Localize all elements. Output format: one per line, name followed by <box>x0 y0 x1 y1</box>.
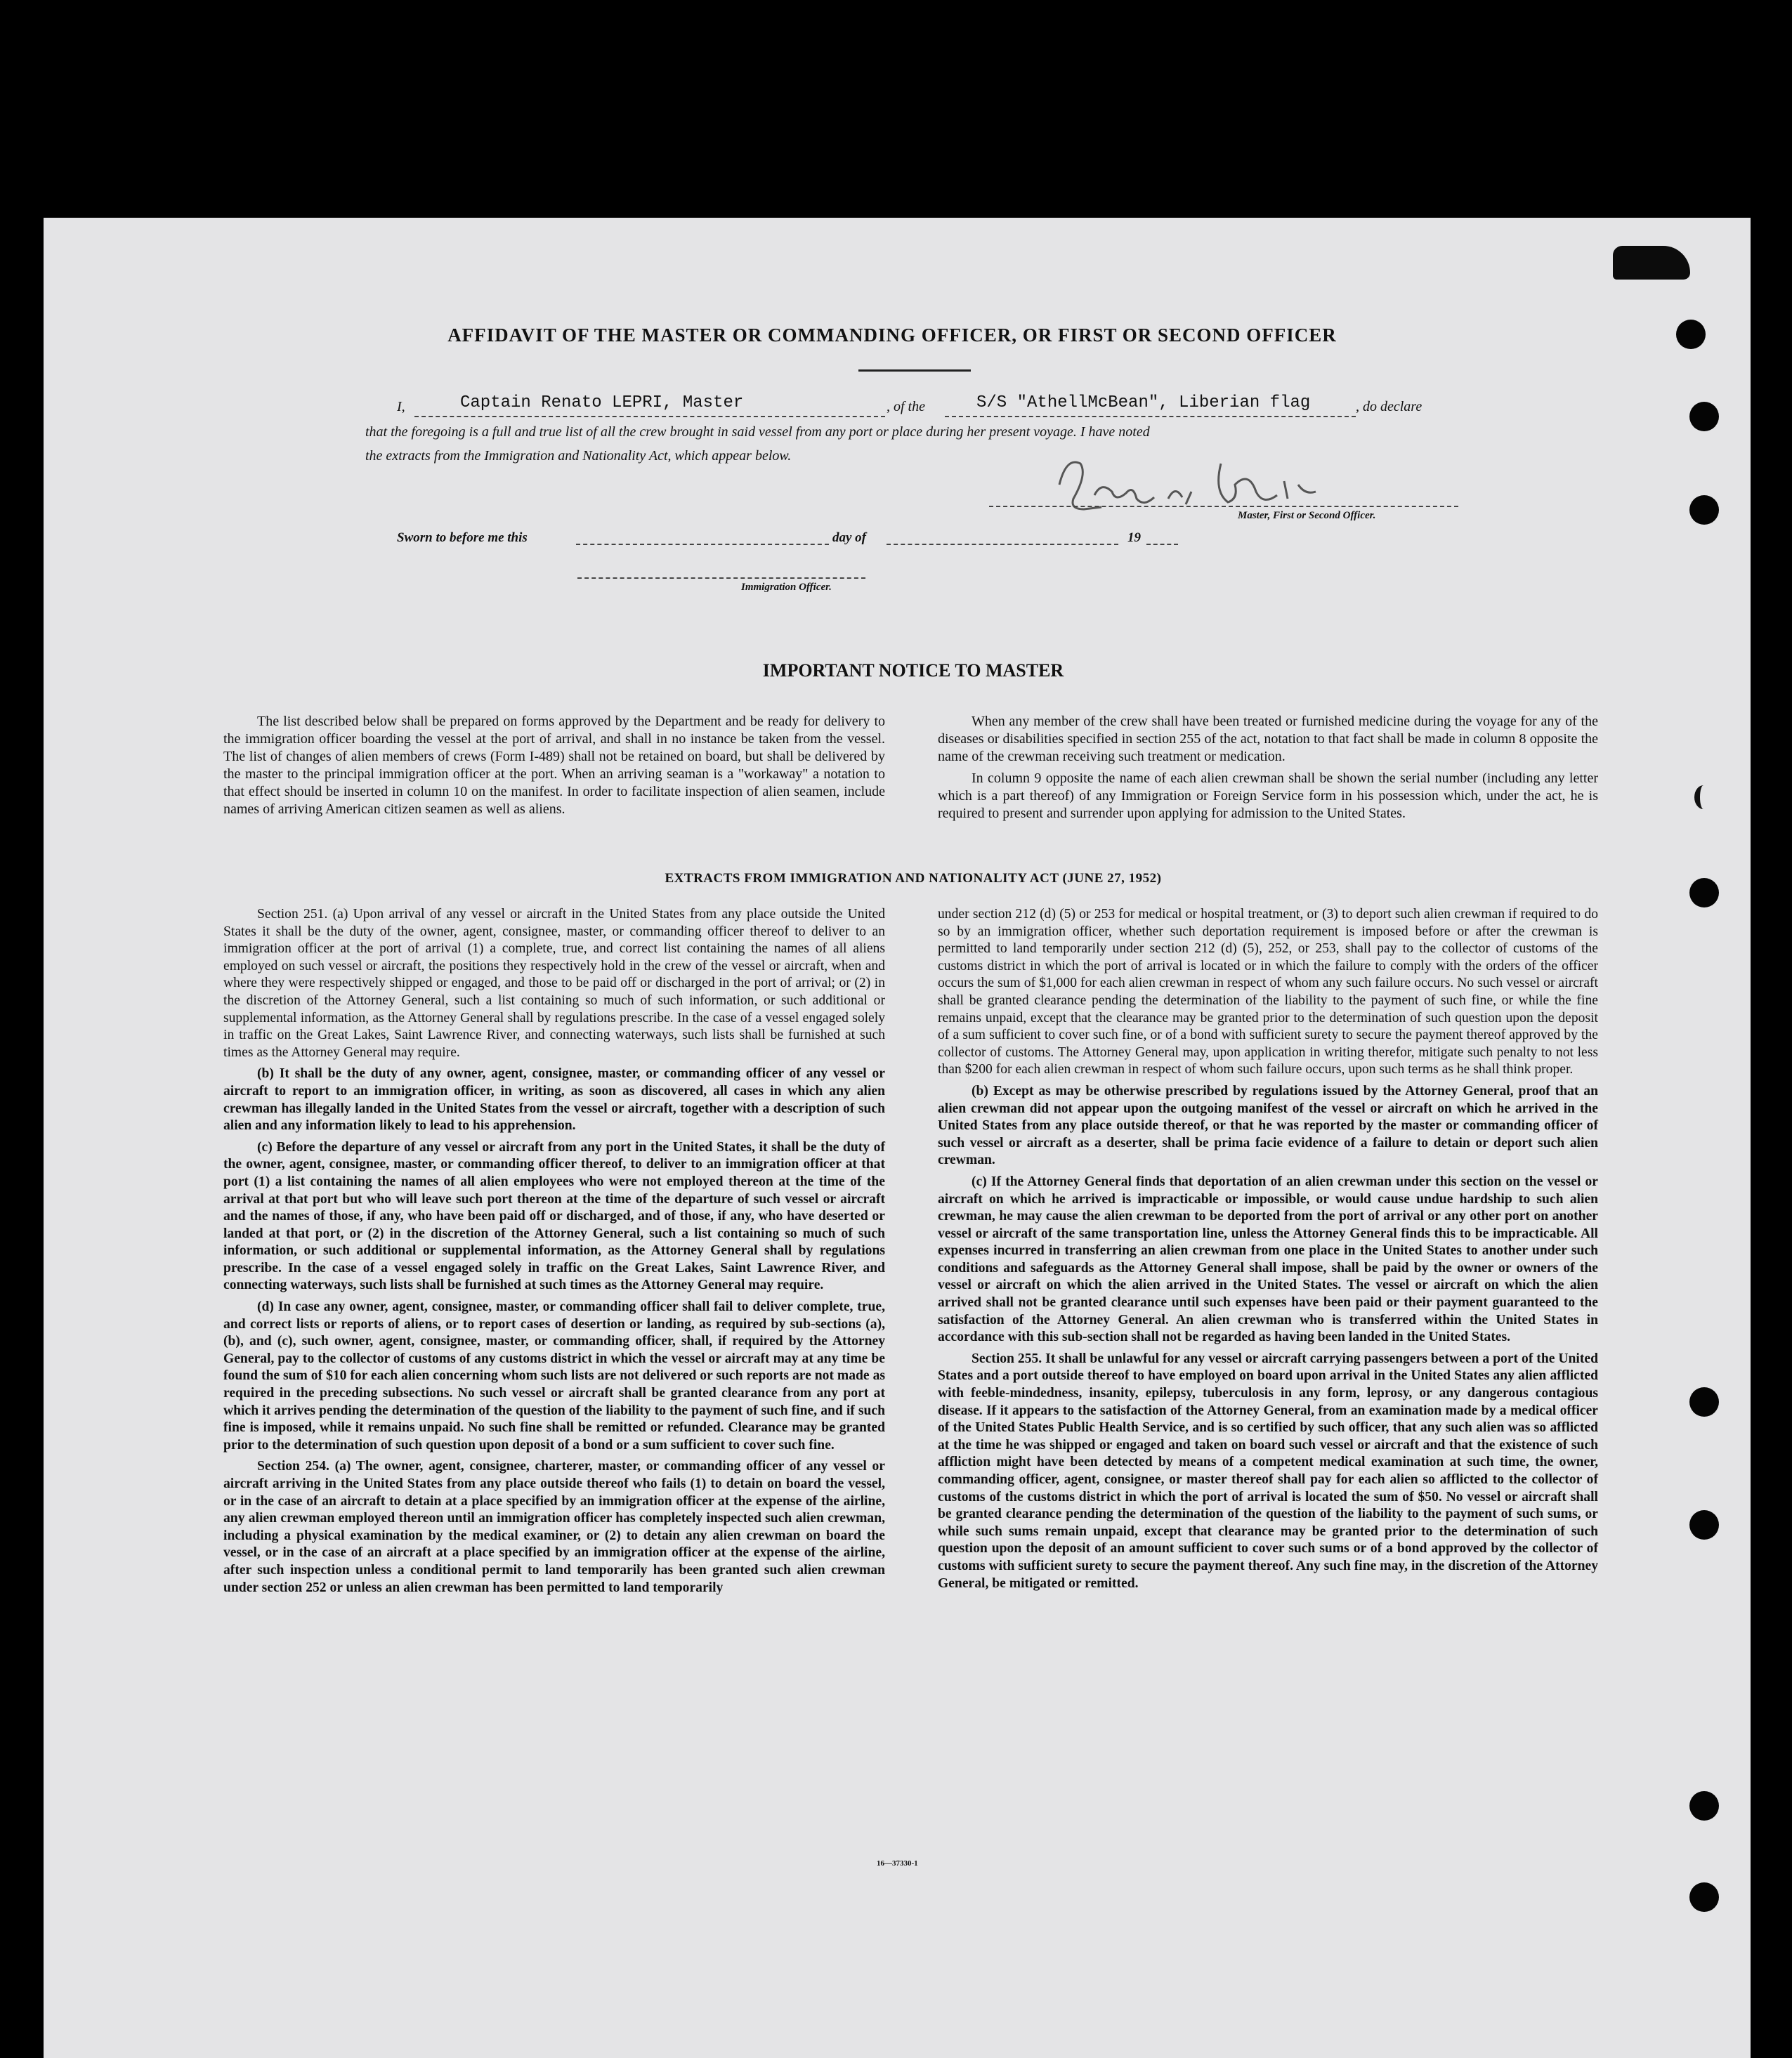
section-254-a-cont: under section 212 (d) (5) or 253 for medical or hospital treatment, or (3) to deport such alien crewman if required to do so by an immigration officer, whether such deportation requirement is imposed before or after the crewman is permitted to land temporarily under section 212 (d) (5), 252, or 253, shall pay to the collector of customs of the customs district in which the port of arrival is located or in which the failure to comply with the orders of the officer occurs the sum of $1,000 for each alien crewman in respect of whom any such failure occurs. No such vessel or aircraft shall be granted clearance pending the determination of the liability to the payment of such fine, or while the fine remains unpaid, except that the clearance may be granted prior to the determination of such question upon the deposit of a sum sufficient to cover such fine, or of a bond with sufficient surety to secure the payment thereof approved by the collector of customs. The Attorney General may, upon application in writing therefor, mitigate such penalty to not less than $200 for each alien crewman in respect of whom such failure occurs, upon such terms as he shall think proper. <box>938 907 1598 1077</box>
notice-title: IMPORTANT NOTICE TO MASTER <box>762 660 1064 681</box>
notice-right-paragraph-2: In column 9 opposite the name of each alien crewman shall be shown the serial number (including any letter which is a part thereof) of any Immigration or Foreign Service form in his possession which, under the act, he is required to present and surrender upon applying for admission to the United States. <box>938 771 1598 821</box>
officer-signature-line <box>577 577 865 579</box>
extracts-right-column <box>938 906 1598 1597</box>
year-label: 19 <box>1127 530 1141 545</box>
binder-hole <box>1689 402 1719 431</box>
binder-notch <box>1694 785 1713 809</box>
extracts-title: EXTRACTS FROM IMMIGRATION AND NATIONALITY ACT (JUNE 27, 1952) <box>665 871 1162 886</box>
section-254-b: (b) Except as may be otherwise prescribed by regulations issued by the Attorney General, proof that an alien crewman did not appear upon the outgoing manifest of the vessel or aircraft on which he arrived in the United States from any place outside thereof, or that he was reported by the master or commanding officer of such vessel or aircraft as a deserter, shall be prima facie evidence of a failure to detain or deport such alien crewman. <box>938 1083 1598 1168</box>
binder-hole <box>1689 878 1719 907</box>
sworn-label: Sworn to before me this <box>397 530 528 545</box>
officer-label: Immigration Officer. <box>741 582 832 593</box>
section-254-a: Section 254. (a) The owner, agent, consignee, charterer, master, or commanding officer of any vessel or aircraft arriving in the United States from any place outside thereof who fails (1) to detain on board the vessel, or in the case of an aircraft to detain at a place specified by an immigration officer at the expense of the airline, any alien crewman employed thereon until an immigration officer has completely inspected such alien crewman, including a physical examination by the medical examiner, or (2) to detain any alien crewman on board the vessel, or in the case of an aircraft at a place specified by an immigration officer at the expense of the airline, after such inspection unless a conditional permit to land temporarily has been granted such alien crewman under section 252 or unless an alien crewman has been permitted to land temporarily <box>223 1459 885 1595</box>
signature-label: Master, First or Second Officer. <box>1238 510 1376 521</box>
notice-left-column <box>223 713 885 822</box>
section-254-c: (c) If the Attorney General finds that deportation of an alien crewman under this section on the vessel or aircraft on which he arrived is impracticable or impossible, or would cause undue hardship to such alien crewman, he may cause the alien crewman to be deported from the port of arrival or any other port on another vessel or aircraft of the same transportation line, unless the Attorney General finds this to be impracticable. All expenses incurred in transferring an alien crewman from one place in the United States to another under such conditions and safeguards as the Attorney General shall impose, shall be paid by the owner or owners of the vessel or aircraft on which the alien arrived in the United States. The vessel or aircraft on which the alien arrived shall not be granted clearance until such expenses have been paid or their payment guaranteed to the satisfaction of the Attorney General. An alien crewman who is transferred within the United States in accordance with this sub-section shall not be regarded as having been landed in the United States. <box>938 1174 1598 1345</box>
title-divider <box>858 369 971 372</box>
master-signature <box>1045 443 1340 520</box>
signature-line <box>989 506 1458 507</box>
binder-hole <box>1689 495 1719 525</box>
do-declare-label: , do declare <box>1356 399 1423 414</box>
vessel-name-line <box>945 416 1356 417</box>
binder-hole <box>1689 1510 1719 1540</box>
binder-hole <box>1689 1387 1719 1417</box>
section-251-d: (d) In case any owner, agent, consignee, master, or commanding officer shall fail to deliver complete, true, and correct lists or reports of aliens, or to report cases of desertion or landing, as required by sub-sections (a), (b), and (c), such owner, agent, consignee, master, or commanding officer, shall, if required by the Attorney General, pay to the collector of customs of any customs district in which the vessel or aircraft may at any time be found the sum of $10 for each alien concerning whom such lists are not delivered or such reports are not made as required in the preceding subsections. No such vessel or aircraft shall be granted clearance from any port at which it arrives pending the determination of the question of the liability to the payment of such fine, and if such fine is imposed, while it remains unpaid. No such fine shall be remitted or refunded. Clearance may be granted prior to the determination of such question upon deposit of a bond or a sum sufficient to cover such fine. <box>223 1299 885 1453</box>
master-name: Captain Renato LEPRI, Master <box>460 393 744 412</box>
section-251-a: Section 251. (a) Upon arrival of any vessel or aircraft in the United States from any place outside the United States it shall be the duty of the owner, agent, consignee, master, or commanding officer thereof to deliver to an immigration officer at the port of arrival (1) a complete, true, and correct list containing the names of all aliens employed on such vessel or aircraft, the positions they respectively hold in the crew of the vessel or aircraft, when and where they were respectively shipped or engaged, and those to be paid off or discharged in the port of arrival; or (2) in the discretion of the Attorney General, such a list containing so much of such information, or such additional or supplemental information, as the Attorney General shall by regulations prescribe. In the case of a vessel engaged solely in traffic on the Great Lakes, Saint Lawrence River, and connecting waterways, such lists shall be furnished at such times as the Attorney General may require. <box>223 907 885 1060</box>
section-251-c: (c) Before the departure of any vessel or aircraft from any port in the United States, it shall be the duty of the owner, agent, consignee, master, or commanding officer thereof, to deliver to an immigration officer at that port (1) a list containing the names of all alien employees who were not employed thereon at the time of the arrival at that port but who will leave such port thereon at the time of the departure of such vessel or aircraft and the names of those, if any, who have been paid off or discharged, and of those, if any, who have deserted or landed at that port, or (2) in the discretion of the Attorney General, such a list containing so much of such information, or such additional or supplemental information, as the Attorney General shall by regulations prescribe. In the case of a vessel engaged solely in traffic on the Great Lakes, Saint Lawrence River, and connecting waterways, such lists shall be furnished at such times as the Attorney General may require. <box>223 1139 885 1293</box>
of-the-label: , of the <box>887 399 925 414</box>
month-line <box>887 544 1118 545</box>
statement-line-2: the extracts from the Immigration and Nationality Act, which appear below. <box>365 448 792 464</box>
sworn-day-line <box>576 544 829 545</box>
day-of-label: day of <box>832 530 867 545</box>
ink-blot <box>1613 246 1690 280</box>
master-name-line <box>414 416 885 417</box>
extracts-left-column <box>223 906 885 1601</box>
section-255: Section 255. It shall be unlawful for any vessel or aircraft carrying passengers between a port of the United States and a port outside thereof to have employed on board upon arrival in the United States any alien afflicted with feeble-mindedness, insanity, epilepsy, tuberculosis in any form, leprosy, or any dangerous contagious disease. If it appears to the satisfaction of the Attorney General, from an examination made by a medical officer of the United States Public Health Service, and is so certified by such officer, that any such alien was so afflicted at the time he was shipped or engaged and taken on board such vessel or aircraft and that the existence of such affliction might have been detected by means of a competent medical examination at such time, the owner, commanding officer, agent, consignee, or master thereof shall pay for each alien so afflicted to the collector of customs of the customs district in which the port of arrival is located the sum of $50. No vessel or aircraft shall be granted clearance pending the determination of the question of the liability to the payment of such sums, or while such sums remain unpaid, except that clearance may be granted prior to the determination of such question upon the deposit of an amount sufficient to cover such sums or of a bond approved by the collector of customs with sufficient surety to secure the payment thereof. Any such fine may, in the discretion of the Attorney General, be mitigated or remitted. <box>938 1351 1598 1591</box>
binder-hole <box>1689 1882 1719 1912</box>
form-number: 16—37330-1 <box>877 1859 918 1868</box>
statement-line-1: that the foregoing is a full and true list of all the crew brought in said vessel from any port or place during her present voyage. I have noted <box>365 424 1150 440</box>
binder-hole <box>1689 1791 1719 1821</box>
vessel-name: S/S "AthellMcBean", Liberian flag <box>976 393 1311 412</box>
section-251-b: (b) It shall be the duty of any owner, agent, consignee, master, or commanding officer of any vessel or aircraft to report to an immigration officer, in writing, as soon as discovered, all cases in which any alien crewman has illegally landed in the United States from the vessel or aircraft, together with a description of such alien and any information likely to lead to his apprehension. <box>223 1066 885 1134</box>
i-label: I, <box>397 399 405 414</box>
affidavit-title: AFFIDAVIT OF THE MASTER OR COMMANDING OFFICER, OR FIRST OR SECOND OFFICER <box>447 325 1337 346</box>
notice-left-paragraph: The list described below shall be prepared on forms approved by the Department and be ready for delivery to the immigration officer boarding the vessel at the port of arrival, and shall in no instance be taken from the vessel. The list of changes of alien members of crews (Form I-489) shall not be retained on board, but shall be delivered by the master to the principal immigration officer at the port. When an arriving seaman is a "workaway" a notation to that effect should be inserted in column 10 on the manifest. In order to facilitate inspection of alien seamen, include names of arriving American citizen seamen as well as aliens. <box>223 714 885 817</box>
year-line <box>1146 544 1178 545</box>
notice-right-paragraph-1: When any member of the crew shall have been treated or furnished medicine during the voyage for any of the diseases or disabilities specified in section 255 of the act, notation to that fact shall be made in column 8 opposite the name of the crewman receiving such treatment or medication. <box>938 714 1598 764</box>
binder-hole <box>1676 320 1706 349</box>
notice-right-column <box>938 713 1598 827</box>
